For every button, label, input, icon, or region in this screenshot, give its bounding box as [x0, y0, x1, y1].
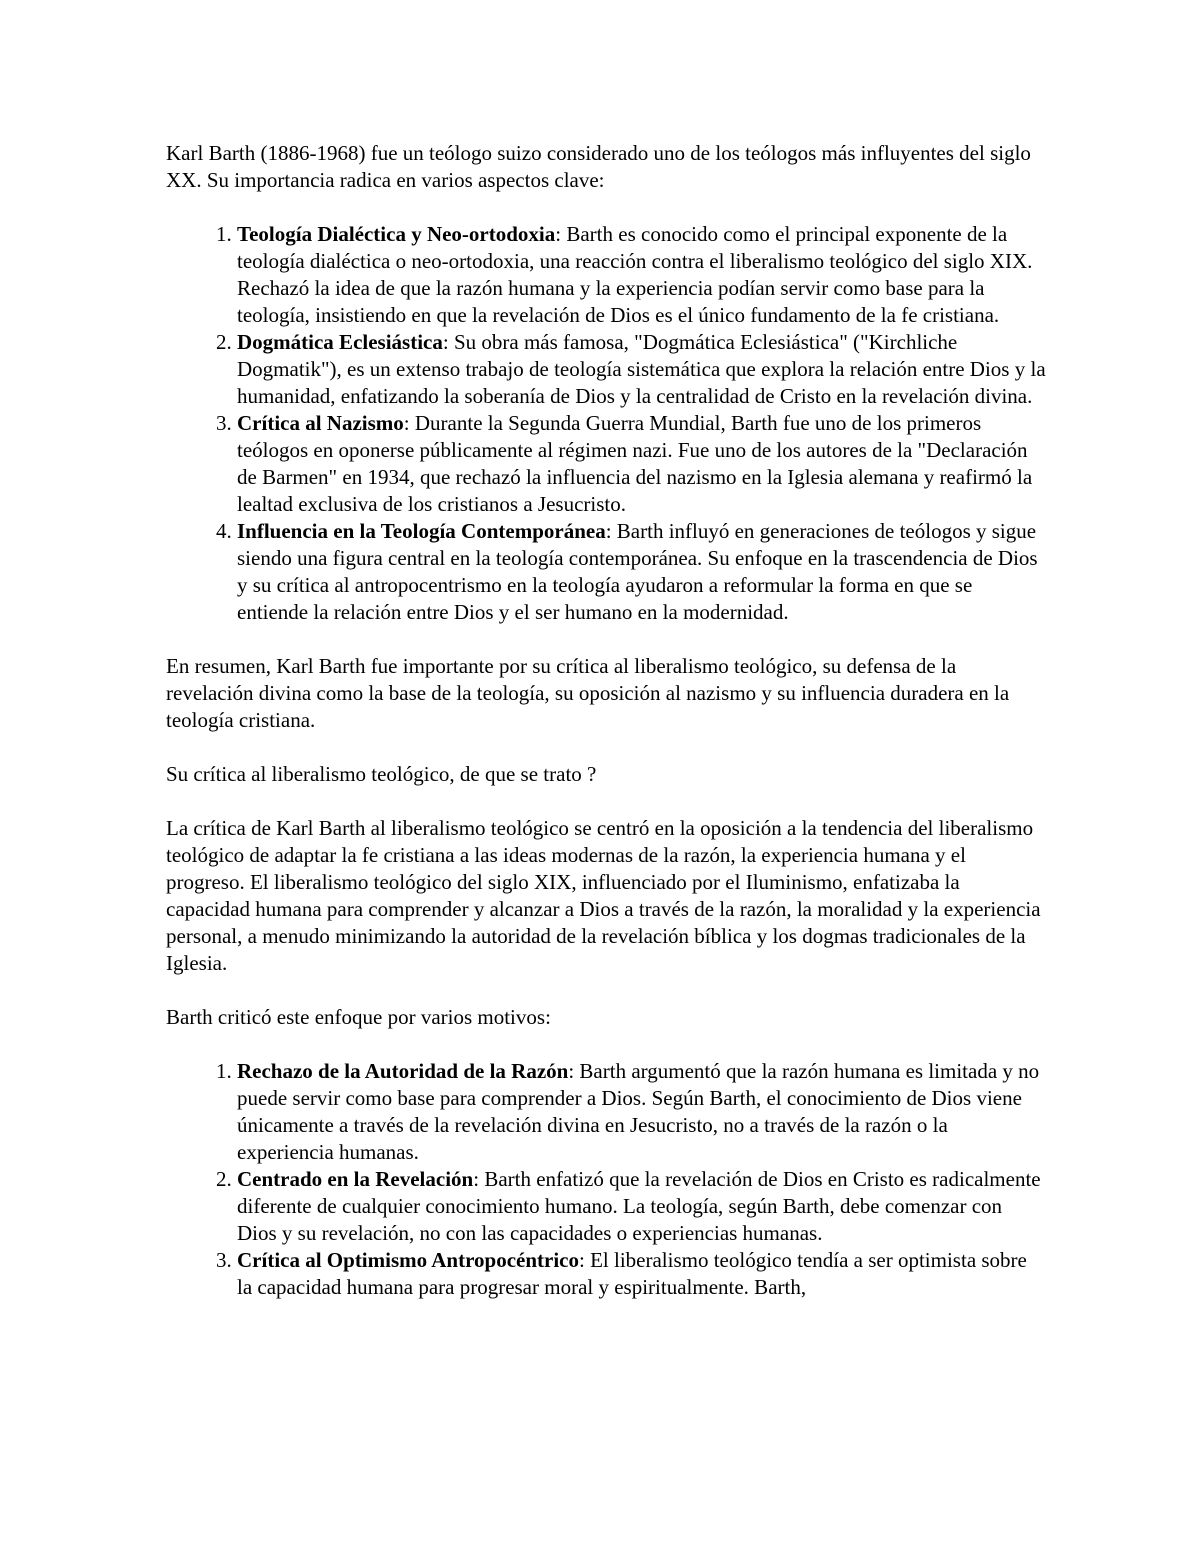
- list-item-term: Dogmática Eclesiástica: [237, 330, 443, 354]
- document-page: [166, 140, 1046, 1328]
- list-item-term: Teología Dialéctica y Neo-ortodoxia: [237, 222, 556, 246]
- list-item-term: Rechazo de la Autoridad de la Razón: [237, 1059, 569, 1083]
- list-item-text: : El liberalismo teológico tendía a ser optimista sobre la capacidad humana para progresar moral y espiritualmente. Barth,: [237, 1248, 1027, 1299]
- list-item: [237, 221, 1046, 329]
- summary-paragraph: En resumen, Karl Barth fue importante por su crítica al liberalismo teológico, su defensa de la revelación divina como la base de la teología, su oposición al nazismo y su influencia duradera en la teología cristiana.: [166, 654, 1010, 732]
- list-item: [237, 1058, 1046, 1166]
- list-item: [237, 1247, 1046, 1301]
- motives-intro-paragraph: Barth criticó este enfoque por varios motivos:: [166, 1005, 551, 1029]
- intro-paragraph: Karl Barth (1886-1968) fue un teólogo suizo considerado uno de los teólogos más influyentes del siglo XX. Su importancia radica en varios aspectos clave:: [166, 141, 1031, 192]
- list-item: [237, 518, 1046, 626]
- motives-list: [166, 1058, 1046, 1301]
- aspects-list: [166, 221, 1046, 626]
- list-item-term: Influencia en la Teología Contemporánea: [237, 519, 606, 543]
- list-item-text: : Barth argumentó que la razón humana es limitada y no puede servir como base para comprender a Dios. Según Barth, el conocimiento de Dios viene únicamente a través de la revelación divina en Jesucristo, no a través de la razón o la experiencia humanas.: [237, 1059, 1040, 1164]
- list-item-text: : Su obra más famosa, "Dogmática Eclesiástica" ("Kirchliche Dogmatik"), es un extenso trabajo de teología sistemática que explora la relación entre Dios y la humanidad, enfatizando la soberanía de Dios y la centralidad de Cristo en la revelación divina.: [237, 330, 1046, 408]
- answer-paragraph: La crítica de Karl Barth al liberalismo teológico se centró en la oposición a la tendencia del liberalismo teológico de adaptar la fe cristiana a las ideas modernas de la razón, la experiencia humana y el progreso. El liberalismo teológico del siglo XIX, influenciado por el Iluminismo, enfatizaba la capacidad humana para comprender y alcanzar a Dios a través de la razón, la moralidad y la experiencia personal, a menudo minimizando la autoridad de la revelación bíblica y los dogmas tradicionales de la Iglesia.: [166, 816, 1041, 975]
- list-item-text: : Barth es conocido como el principal exponente de la teología dialéctica o neo-ortodoxia, una reacción contra el liberalismo teológico del siglo XIX. Rechazó la idea de que la razón humana y la experiencia podían servir como base para la teología, insistiendo en que la revelación de Dios es el único fundamento de la fe cristiana.: [237, 222, 1033, 327]
- list-item-term: Crítica al Optimismo Antropocéntrico: [237, 1248, 579, 1272]
- list-item-text: : Durante la Segunda Guerra Mundial, Barth fue uno de los primeros teólogos en oponerse públicamente al régimen nazi. Fue uno de los autores de la "Declaración de Barmen" en 1934, que rechazó la influencia del nazismo en la Iglesia alemana y reafirmó la lealtad exclusiva de los cristianos a Jesucristo.: [237, 411, 1033, 516]
- list-item: [237, 329, 1046, 410]
- question-paragraph: Su crítica al liberalismo teológico, de que se trato ?: [166, 762, 597, 786]
- list-item-text: : Barth enfatizó que la revelación de Dios en Cristo es radicalmente diferente de cualquier conocimiento humano. La teología, según Barth, debe comenzar con Dios y su revelación, no con las capacidades o experiencias humanas.: [237, 1167, 1041, 1245]
- list-item-term: Centrado en la Revelación: [237, 1167, 474, 1191]
- list-item: [237, 1166, 1046, 1247]
- list-item-text: : Barth influyó en generaciones de teólogos y sigue siendo una figura central en la teología contemporánea. Su enfoque en la trascendencia de Dios y su crítica al antropocentrismo en la teología ayudaron a reformular la forma en que se entiende la relación entre Dios y el ser humano en la modernidad.: [237, 519, 1038, 624]
- list-item-term: Crítica al Nazismo: [237, 411, 404, 435]
- list-item: [237, 410, 1046, 518]
